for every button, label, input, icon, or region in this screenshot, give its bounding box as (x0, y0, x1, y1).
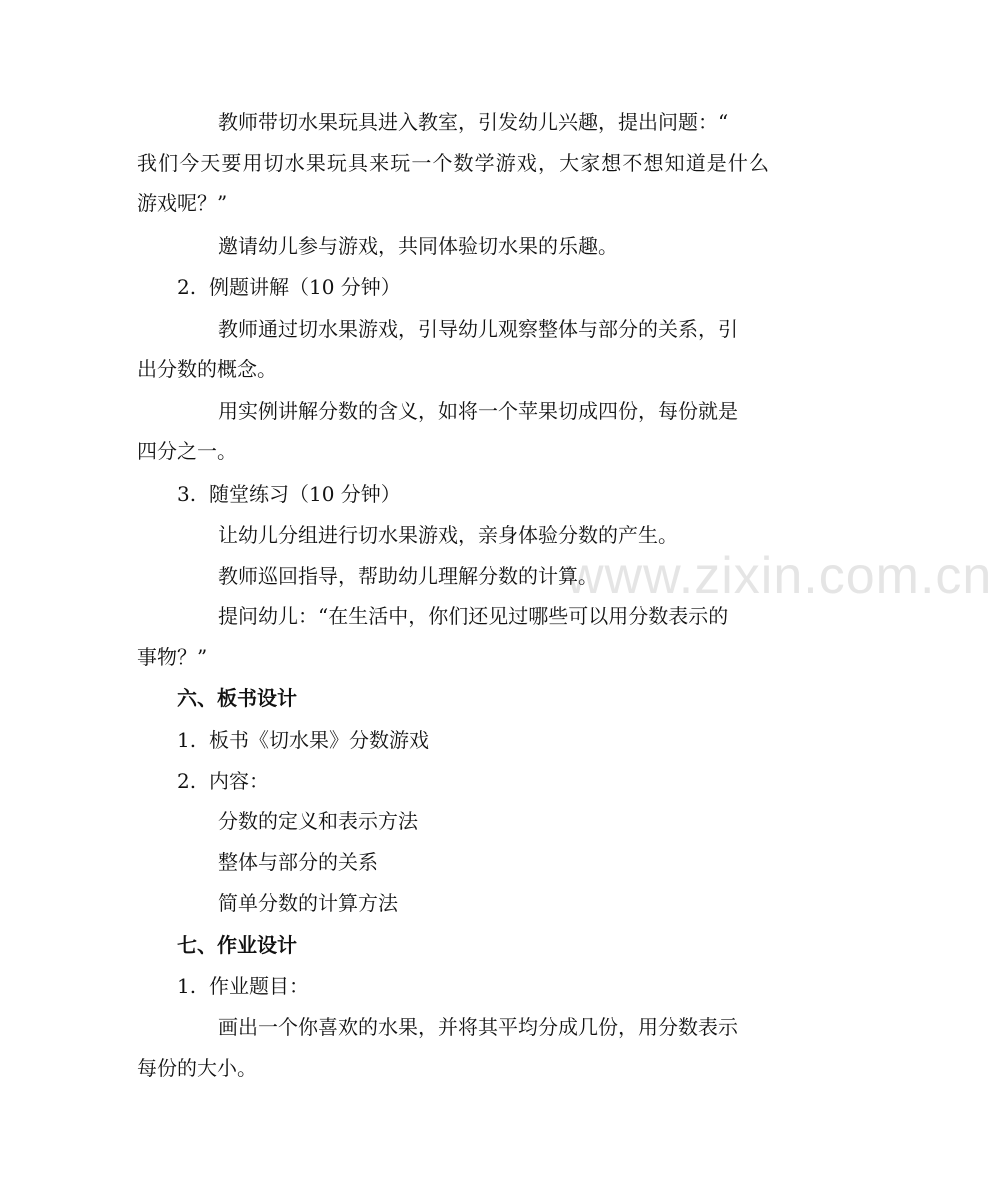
section-6-item-1-text: 板书《切水果》分数游戏 (209, 728, 429, 752)
step-3-label: 随堂练习（10 分钟） (209, 482, 401, 506)
step-2-paragraph-2-line-1: 用实例讲解分数的含义，如将一个苹果切成四份，每份就是 (218, 399, 738, 423)
section-7-item-1-number: 1. (177, 974, 197, 998)
step-2-paragraph-1-line-1: 教师通过切水果游戏，引导幼儿观察整体与部分的关系，引 (218, 317, 738, 341)
step-3-paragraph-2: 教师巡回指导，帮助幼儿理解分数的计算。 (218, 564, 598, 588)
watermark: www.zixin.com.cn (566, 547, 992, 605)
content-list-item: 整体与部分的关系 (218, 850, 378, 874)
section-7-heading: 七、作业设计 (177, 933, 297, 957)
step-2-number: 2. (177, 275, 197, 299)
step-3-paragraph-1: 让幼儿分组进行切水果游戏，亲身体验分数的产生。 (218, 523, 678, 547)
step-2-title (177, 274, 401, 300)
section-6-item-1-number: 1. (177, 728, 197, 752)
intro-paragraph-1-line-3: 游戏呢？” (137, 191, 228, 215)
step-3-paragraph-3-line-2: 事物？” (137, 645, 208, 669)
step-2-paragraph-1-line-2: 出分数的概念。 (137, 357, 277, 381)
step-3-title (177, 481, 401, 507)
section-6-item-2-number: 2. (177, 769, 197, 793)
intro-paragraph-1-line-2: 我们今天要用切水果玩具来玩一个数学游戏，大家想不想知道是什么 (137, 151, 769, 175)
section-6-heading: 六、板书设计 (177, 686, 297, 710)
step-2-label: 例题讲解（10 分钟） (209, 275, 401, 299)
section-7-item-1 (177, 973, 309, 999)
step-2-paragraph-2-line-2: 四分之一。 (137, 439, 237, 463)
section-6-item-1 (177, 727, 429, 753)
intro-paragraph-1-line-1: 教师带切水果玩具进入教室，引发幼儿兴趣，提出问题：“ (218, 110, 729, 134)
section-6-item-2-text: 内容： (209, 769, 269, 793)
content-list-item: 分数的定义和表示方法 (218, 809, 418, 833)
step-3-paragraph-3-line-1: 提问幼儿：“在生活中，你们还见过哪些可以用分数表示的 (218, 604, 729, 628)
homework-task-line-1: 画出一个你喜欢的水果，并将其平均分成几份，用分数表示 (218, 1015, 738, 1039)
section-7-item-1-text: 作业题目： (209, 974, 309, 998)
homework-task-line-2: 每份的大小。 (137, 1056, 257, 1080)
intro-paragraph-2: 邀请幼儿参与游戏，共同体验切水果的乐趣。 (218, 234, 618, 258)
step-3-number: 3. (177, 482, 197, 506)
content-list-item: 简单分数的计算方法 (218, 891, 398, 915)
section-6-item-2 (177, 768, 269, 794)
